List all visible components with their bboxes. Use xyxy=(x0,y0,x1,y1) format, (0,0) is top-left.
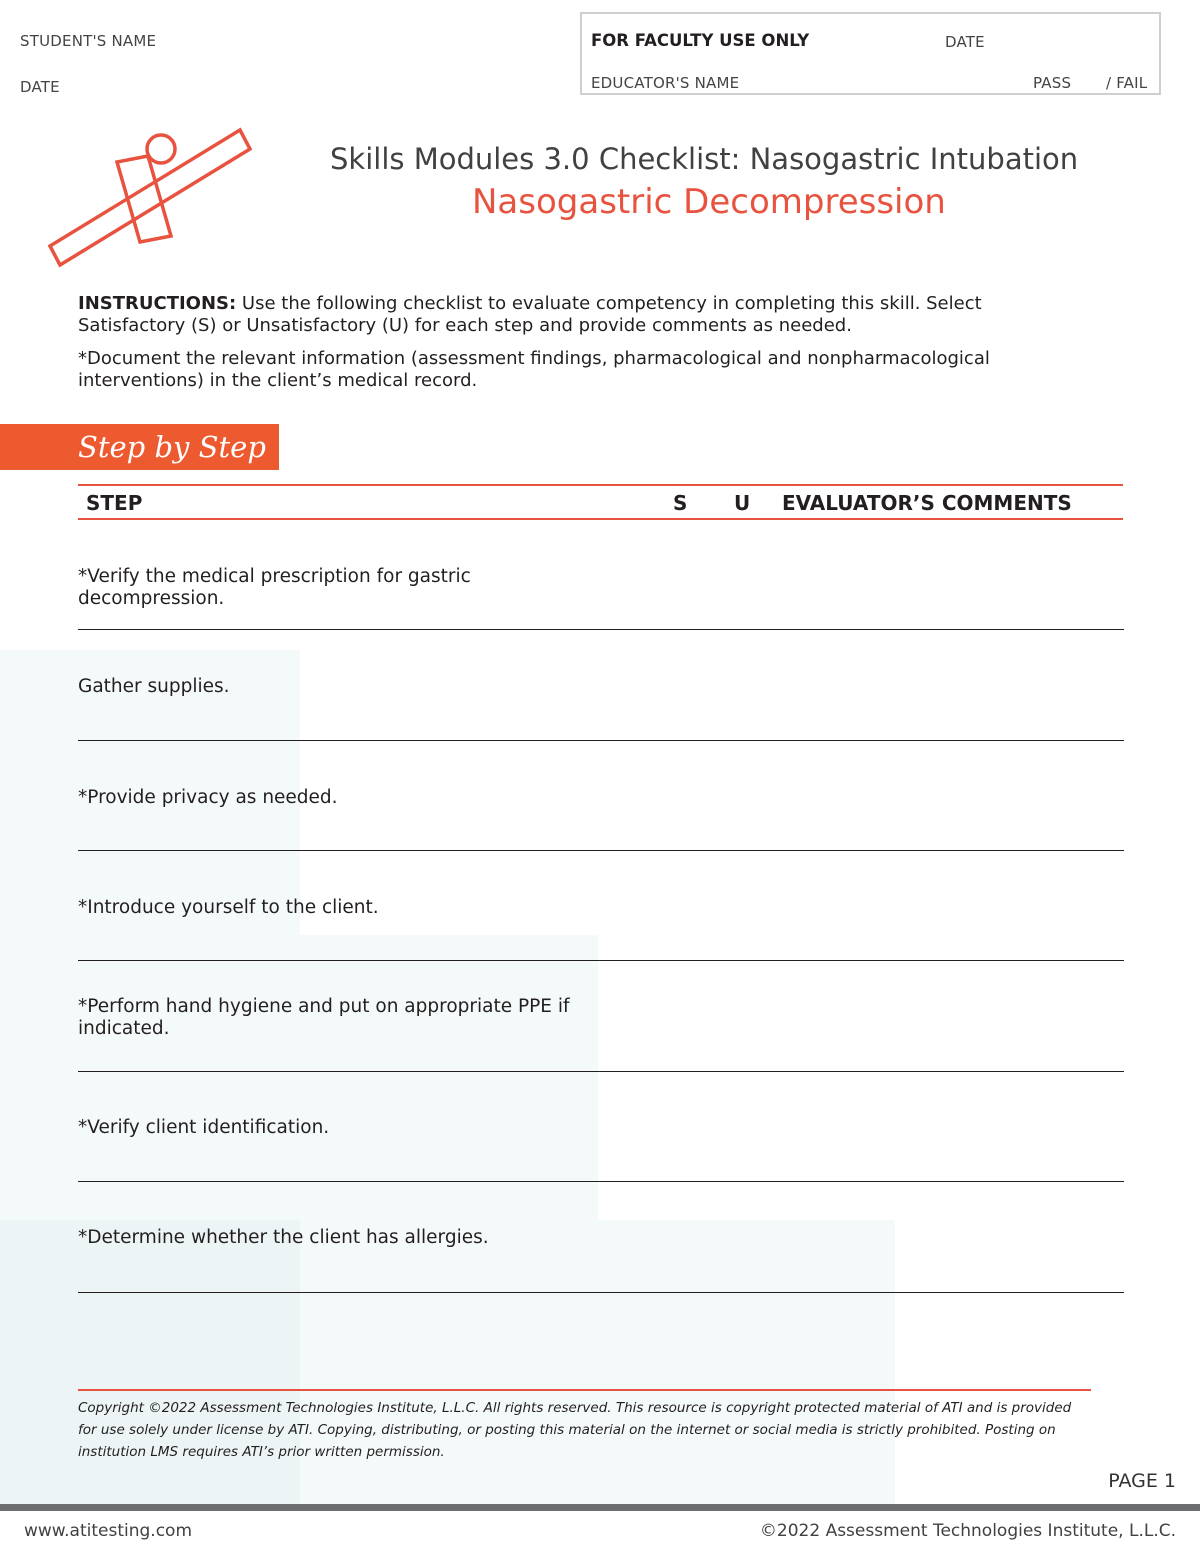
row-divider xyxy=(78,629,1124,630)
fail-label: / FAIL xyxy=(1106,74,1148,92)
step-text: *Introduce yourself to the client. xyxy=(78,897,379,918)
section-banner: Step by Step xyxy=(0,424,279,470)
table-row xyxy=(78,787,608,809)
footer-rule xyxy=(78,1389,1091,1391)
footer-bar xyxy=(0,1504,1200,1511)
pass-label: PASS xyxy=(1033,74,1072,92)
student-date-label: DATE xyxy=(20,78,60,96)
table-row xyxy=(78,566,608,610)
table-header-bottom-rule xyxy=(78,518,1123,520)
u-column-header: U xyxy=(734,491,751,515)
copyright-line-2: for use solely under license by ATI. Copying, distributing, or posting this material on the internet or social media is strictly prohibited. Posting on xyxy=(78,1422,1056,1438)
s-column-header: S xyxy=(673,491,688,515)
table-row xyxy=(78,676,608,698)
copyright-line-1: Copyright ©2022 Assessment Technologies Institute, L.L.C. All rights reserved. This resource is copyright protected material of ATI and is provided xyxy=(78,1400,1072,1416)
copyright-notice xyxy=(78,1397,1098,1463)
documentation-note-1: *Document the relevant information (assessment findings, pharmacological and nonpharmacological xyxy=(78,348,990,369)
copyright-line-3: institution LMS requires ATI’s prior written permission. xyxy=(78,1444,445,1460)
educator-name-label: EDUCATOR'S NAME xyxy=(591,74,740,92)
row-divider xyxy=(78,850,1124,851)
step-text: *Provide privacy as needed. xyxy=(78,787,338,808)
faculty-title: FOR FACULTY USE ONLY xyxy=(591,31,810,50)
table-row xyxy=(78,996,608,1040)
instructions-text-2: Satisfactory (S) or Unsatisfactory (U) for each step and provide comments as needed. xyxy=(78,315,852,336)
step-column-header: STEP xyxy=(86,491,143,515)
table-row xyxy=(78,897,608,919)
company-copyright: ©2022 Assessment Technologies Institute, L.L.C. xyxy=(759,1521,1176,1541)
row-divider xyxy=(78,960,1124,961)
website-link[interactable]: www.atitesting.com xyxy=(24,1521,193,1541)
student-name-label: STUDENT'S NAME xyxy=(20,32,157,50)
step-text: *Verify the medical prescription for gastric decompression. xyxy=(78,566,471,609)
step-text: *Perform hand hygiene and put on appropriate PPE if xyxy=(78,996,570,1017)
table-row xyxy=(78,1117,608,1139)
table-row xyxy=(78,1227,608,1249)
instructions-label: INSTRUCTIONS: xyxy=(78,293,237,314)
documentation-note-2: interventions) in the client’s medical record. xyxy=(78,370,478,391)
step-text: Gather supplies. xyxy=(78,676,230,697)
page-title: Skills Modules 3.0 Checklist: Nasogastric Intubation xyxy=(330,142,1079,176)
row-divider xyxy=(78,1181,1124,1182)
page-number: PAGE 1 xyxy=(1108,1470,1176,1492)
row-divider xyxy=(78,1071,1124,1072)
instructions-text-1: Use the following checklist to evaluate competency in completing this skill. Select xyxy=(236,293,982,314)
table-header-top-rule xyxy=(78,484,1123,486)
comments-column-header: EVALUATOR’S COMMENTS xyxy=(782,491,1072,515)
instructions xyxy=(78,293,1078,337)
faculty-date-label: DATE xyxy=(945,33,985,51)
row-divider xyxy=(78,1292,1124,1293)
documentation-note xyxy=(78,348,1078,392)
step-text: *Verify client identification. xyxy=(78,1117,330,1138)
page-subtitle: Nasogastric Decompression xyxy=(472,182,946,222)
step-text: *Determine whether the client has allergies. xyxy=(78,1227,489,1248)
bg-block-2 xyxy=(0,935,598,1220)
step-text-continued: indicated. xyxy=(78,1018,170,1039)
row-divider xyxy=(78,740,1124,741)
ati-logo-icon xyxy=(45,122,255,272)
